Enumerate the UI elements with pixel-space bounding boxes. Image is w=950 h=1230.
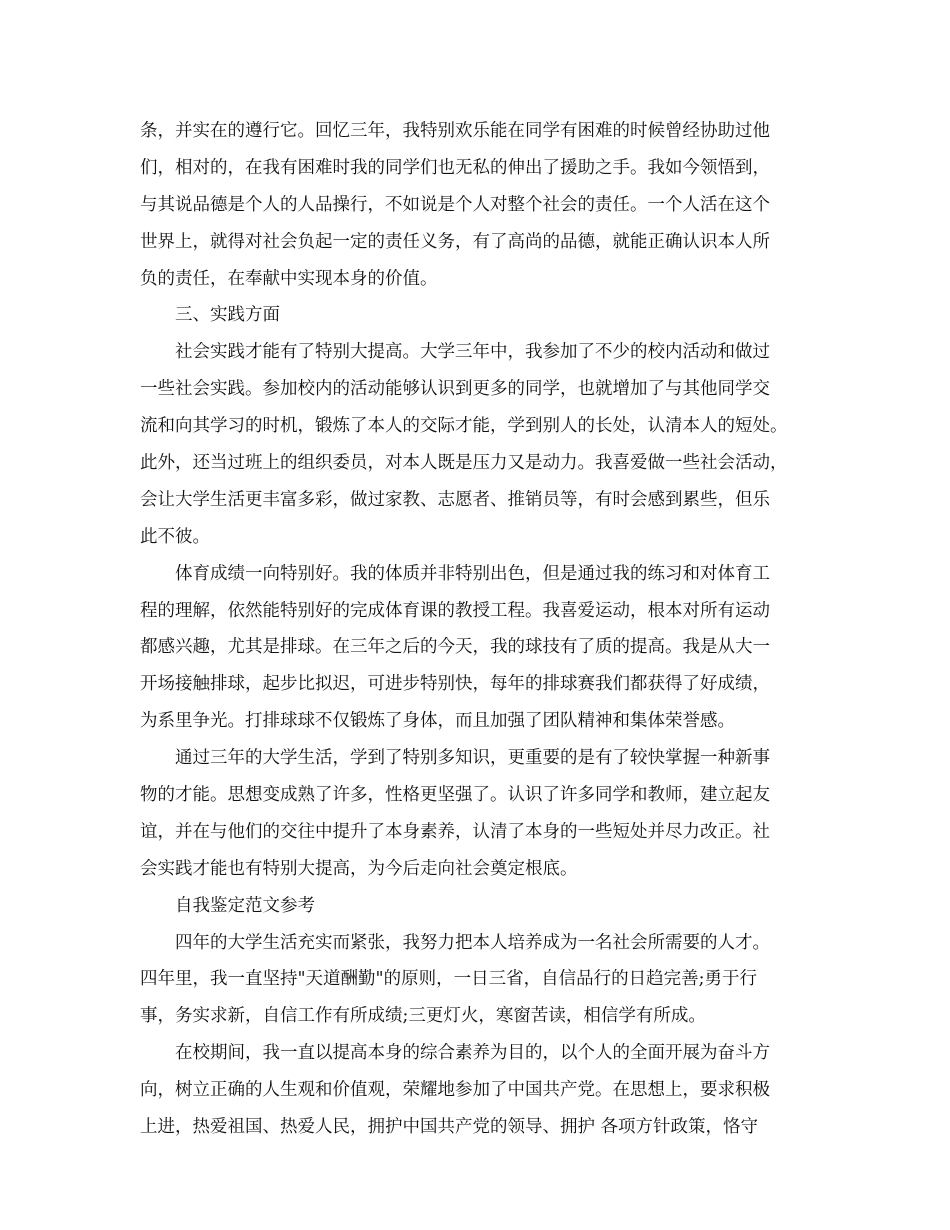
paragraph-first-line: 社会实践才能有了特别大提高。大学三年中，我参加了不少的校内活动和做过 (175, 342, 770, 363)
text-line: 此外，还当过班上的组织委员，对本人既是压力又是动力。我喜爱做一些社会活动， (140, 453, 788, 474)
paragraph-first-line: 在校期间，我一直以提高本身的综合素养为目的，以个人的全面开展为奋斗方 (175, 1043, 770, 1064)
text-line: 会实践才能也有特别大提高，为今后走向社会奠定根底。 (140, 858, 578, 879)
text-line: 谊，并在与他们的交往中提升了本身素养，认清了本身的一些短处并尽力改正。社 (140, 821, 770, 842)
text-line: 四年里，我一直坚持"天道酬勤"的原则，一日三省，自信品行的日趋完善;勇于行 (140, 969, 757, 990)
text-line: 会让大学生活更丰富多彩，做过家教、志愿者、推销员等，有时会感到累些，但乐 (140, 489, 770, 510)
text-line: 们，相对的，在我有困难时我的同学们也无私的伸出了援助之手。我如今领悟到， (140, 157, 770, 178)
text-line: 为系里争光。打排球球不仅锻炼了身体，而且加强了团队精神和集体荣誉感。 (140, 711, 735, 732)
paragraph-first-line: 自我鉴定范文参考 (175, 895, 315, 916)
text-line: 流和向其学习的时机，锻炼了本人的交际才能，学到别人的长处，认清本人的短处。 (140, 416, 788, 437)
text-line: 向，树立正确的人生观和价值观，荣耀地参加了中国共产党。在思想上，要求积极 (140, 1080, 770, 1101)
text-line: 世界上，就得对社会负起一定的责任义务，有了高尚的品德，就能正确认识本人所 (140, 231, 770, 252)
text-line: 物的才能。思想变成熟了许多，性格更坚强了。认识了许多同学和教师，建立起友 (140, 785, 770, 806)
text-line: 此不彼。 (140, 526, 210, 547)
paragraph-first-line: 通过三年的大学生活，学到了特别多知识，更重要的是有了较快掌握一种新事 (175, 748, 770, 769)
text-line: 与其说品德是个人的人品操行，不如说是个人对整个社会的责任。一个人活在这个 (140, 194, 770, 215)
text-line: 负的责任，在奉献中实现本身的价值。 (140, 268, 438, 289)
text-line: 程的理解，依然能特别好的完成体育课的教授工程。我喜爱运动，根本对所有运动 (140, 600, 770, 621)
body-text (140, 113, 820, 1146)
paragraph-first-line: 体育成绩一向特别好。我的体质并非特别出色，但是通过我的练习和对体育工 (175, 563, 770, 584)
paragraph-first-line: 四年的大学生活充实而紧张，我努力把本人培养成为一名社会所需要的人才。 (175, 932, 770, 953)
paragraph-first-line: 三、实践方面 (175, 305, 280, 326)
text-line: 条，并实在的遵行它。回忆三年，我特别欢乐能在同学有困难的时候曾经协助过他 (140, 121, 770, 141)
text-line: 事，务实求新，自信工作有所成绩;三更灯火，寒窗苦读，相信学有所成。 (140, 1006, 706, 1027)
text-line: 一些社会实践。参加校内的活动能够认识到更多的同学，也就增加了与其他同学交 (140, 379, 770, 400)
text-line: 开场接触排球，起步比拟迟，可进步特别快，每年的排球赛我们都获得了好成绩， (140, 674, 770, 695)
text-line: 都感兴趣，尤其是排球。在三年之后的今天，我的球技有了质的提高。我是从大一 (140, 637, 770, 658)
text-line: 上进，热爱祖国、热爱人民，拥护中国共产党的领导、拥护 各项方针政策，恪守 (140, 1117, 759, 1138)
